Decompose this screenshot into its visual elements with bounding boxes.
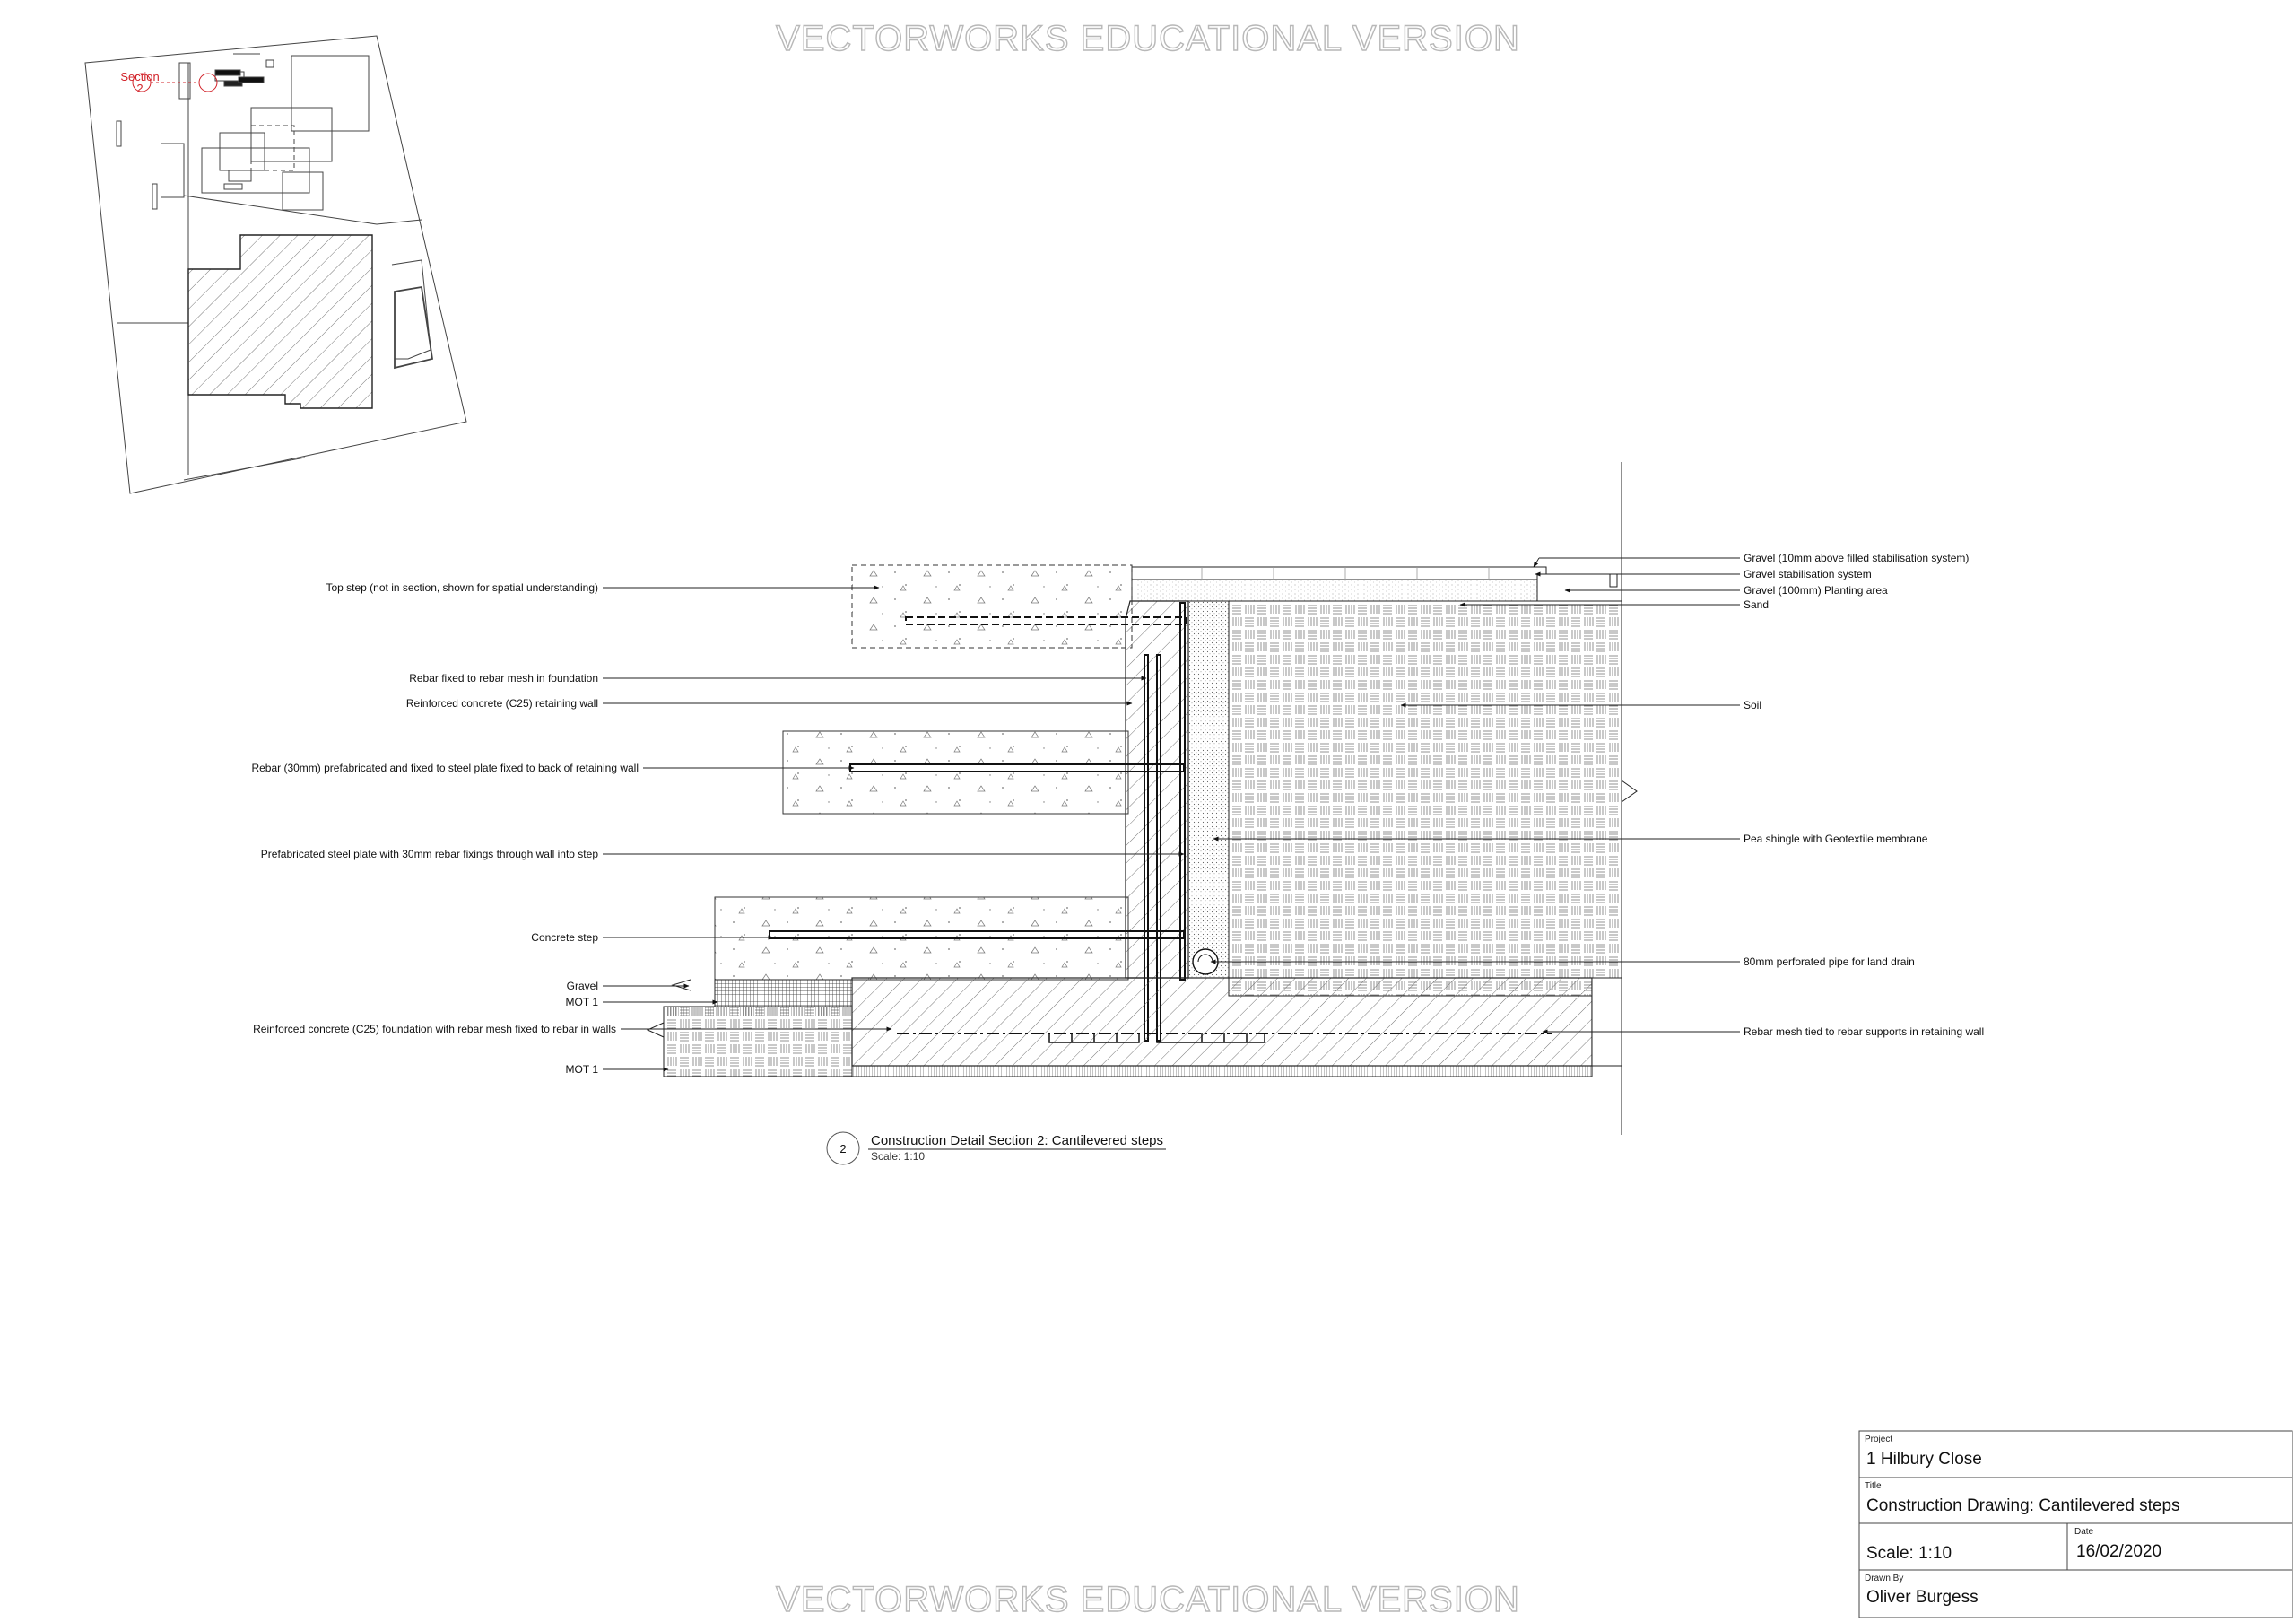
tb-project: 1 Hilbury Close [1866,1450,1982,1469]
label-top-step: Top step (not in section, shown for spatial understanding) [326,581,598,594]
pea-shingle-region [1188,601,1229,978]
label-foundation: Reinforced concrete (C25) foundation with rebar mesh fixed to rebar in walls [253,1023,616,1035]
tb-drawn-by-label: Drawn By [1865,1574,1904,1583]
label-rebar-30mm: Rebar (30mm) prefabricated and fixed to steel plate fixed to back of retaining wall [251,762,639,774]
label-steel-plate: Prefabricated steel plate with 30mm rebar fixings through wall into step [260,848,598,860]
label-mot1-lower: MOT 1 [565,1063,598,1076]
mot1-lower [852,1066,1592,1077]
tb-drawn-by: Oliver Burgess [1866,1588,1979,1607]
gravel-layer [715,980,852,1007]
detail-number: 2 [839,1142,847,1155]
label-rebar-mesh-supports: Rebar mesh tied to rebar supports in retaining wall [1744,1025,1985,1038]
tb-date: 16/02/2020 [2076,1542,2162,1561]
section-marker-number: 2 [136,82,144,95]
section-detail [648,462,1637,1135]
label-gravel: Gravel [566,980,598,992]
watermark-bottom: VECTORWORKS EDUCATIONAL VERSION [776,1580,1520,1619]
detail-scale: Scale: 1:10 [871,1150,926,1163]
label-gravel-planting: Gravel (100mm) Planting area [1744,584,1888,597]
mot1-upper [664,1007,852,1077]
tb-title-label: Title [1865,1481,1882,1491]
stabilisation-system [1132,580,1546,601]
label-mot1-upper: MOT 1 [565,996,598,1008]
foundation [852,978,1592,1066]
label-pea-shingle: Pea shingle with Geotextile membrane [1744,833,1928,845]
top-step [852,565,1132,648]
label-land-drain: 80mm perforated pipe for land drain [1744,955,1915,968]
label-gravel-10mm: Gravel (10mm above filled stabilisation system) [1744,552,1970,564]
section-marker-label: Section [120,70,160,83]
detail-title: Construction Detail Section 2: Cantilevered steps [871,1133,1164,1148]
label-concrete-step: Concrete step [531,931,598,944]
label-rebar-mesh-fixing: Rebar fixed to rebar mesh in foundation [409,672,598,685]
tb-date-label: Date [2074,1527,2094,1537]
watermark-top: VECTORWORKS EDUCATIONAL VERSION [776,19,1520,58]
site-plan [85,36,466,493]
tb-project-label: Project [1865,1435,1893,1444]
label-sand: Sand [1744,598,1770,611]
gravel-top-layer [1132,567,1546,580]
label-retaining-wall: Reinforced concrete (C25) retaining wall [405,697,598,710]
label-stabilisation: Gravel stabilisation system [1744,568,1872,580]
tb-scale: Scale: 1:10 [1866,1544,1952,1563]
soil-region [1229,601,1622,996]
label-soil: Soil [1744,699,1762,711]
tb-title: Construction Drawing: Cantilevered steps [1866,1496,2180,1515]
